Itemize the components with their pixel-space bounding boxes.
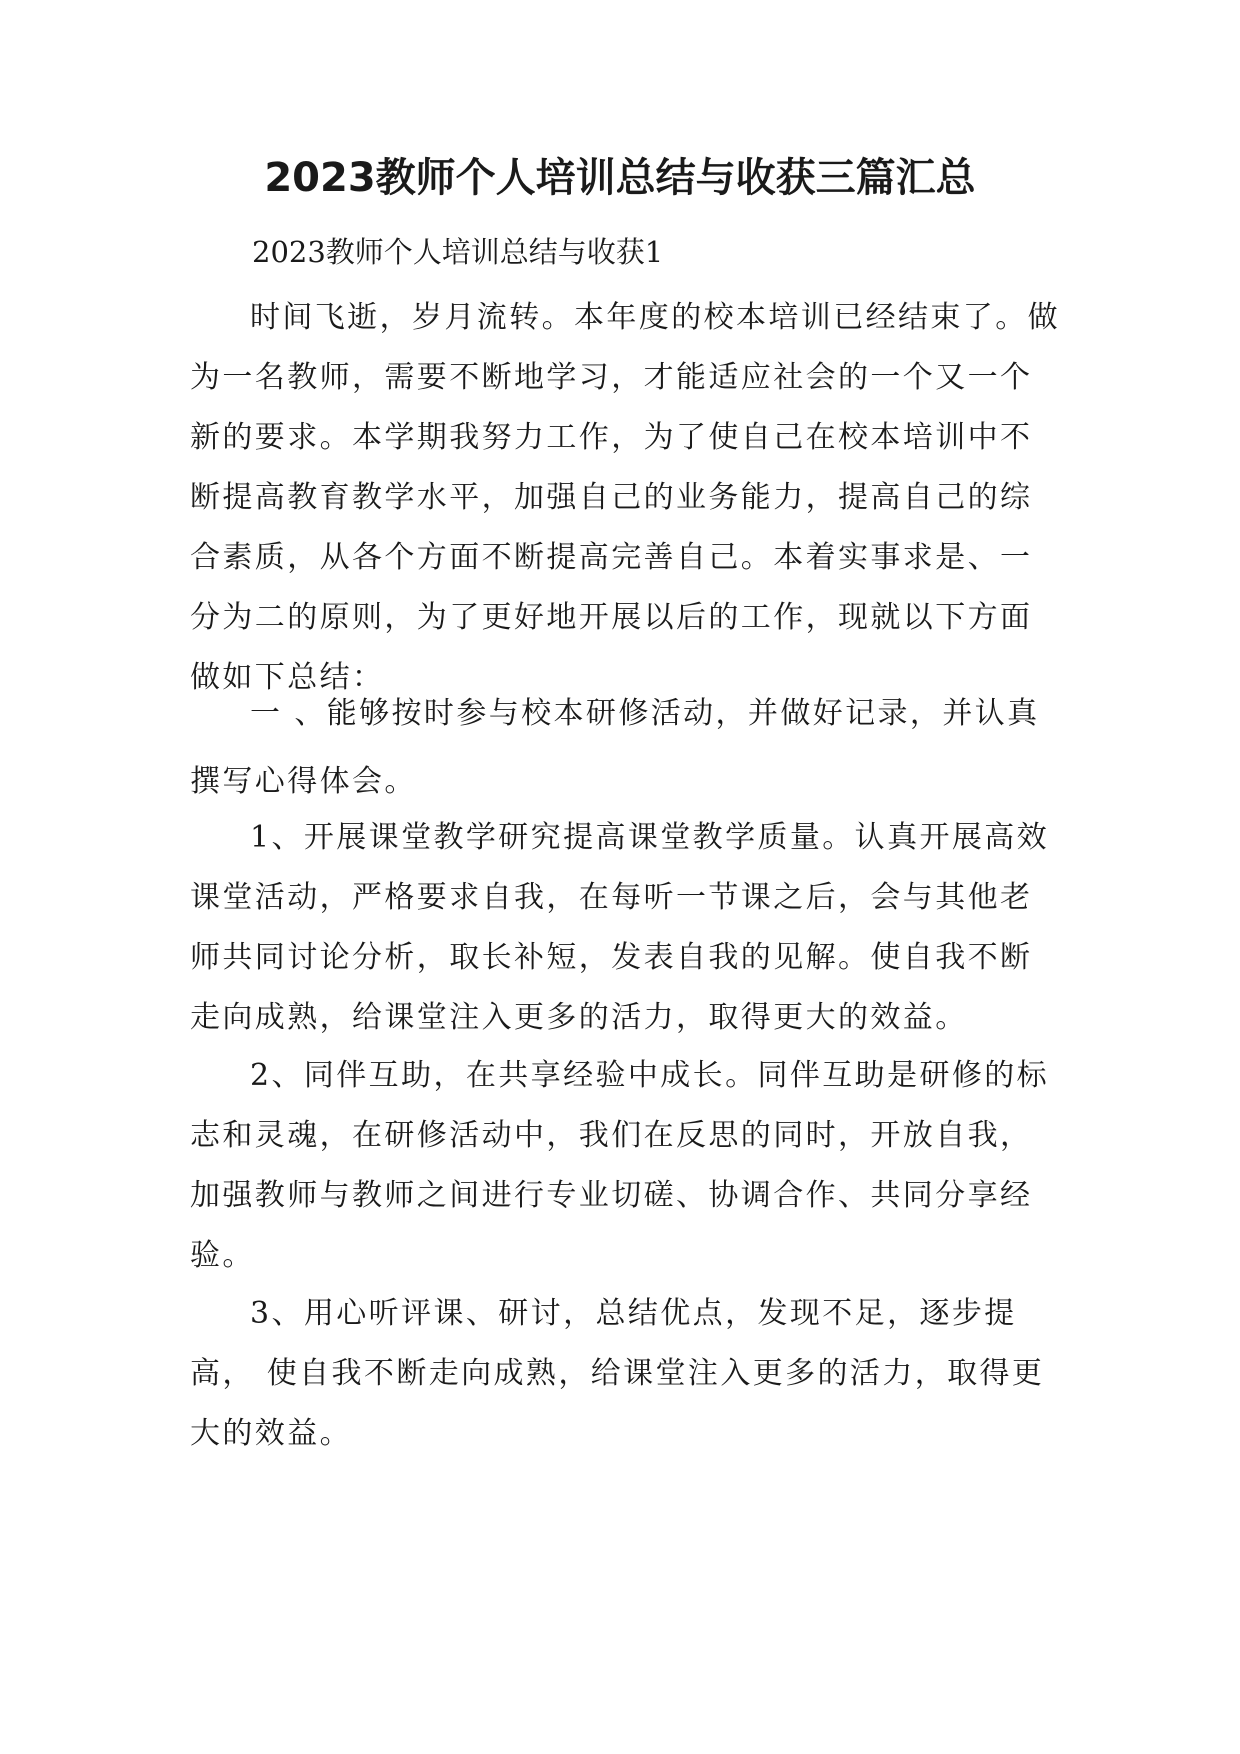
paragraph-section-one: 一 、能够按时参与校本研修活动，并做好记录，并认真撰写心得体会。 bbox=[190, 696, 1040, 799]
document-title: 2023教师个人培训总结与收获三篇汇总 bbox=[264, 155, 976, 201]
paragraph-item-3: 3、用心听评课、研讨，总结优点，发现不足，逐步提高， 使自我不断走向成熟，给课堂注入更多的活力，取得更大的效益。 bbox=[190, 1296, 1045, 1451]
paragraph-item-1: 1、开展课堂教学研究提高课堂教学质量。认真开展高效课堂活动，严格要求自我，在每听一节课之后，会与其他老师共同讨论分析，取长补短，发表自我的见解。使自我不断走向成熟，给课堂注入更多的活力，取得更大的效益。 bbox=[190, 820, 1050, 1035]
paragraph-intro: 时间飞逝，岁月流转。本年度的校本培训已经结束了。做为一名教师，需要不断地学习，才能适应社会的一个又一个新的要求。本学期我努力工作，为了使自己在校本培训中不断提高教育教学水平，加强自己的业务能力，提高自己的综合素质，从各个方面不断提高完善自己。本着实事求是、一分为二的原则，为了更好地开展以后的工作，现就以下方面做如下总结： bbox=[190, 300, 1060, 695]
paragraph-item-2: 2、同伴互助，在共享经验中成长。同伴互助是研修的标志和灵魂，在研修活动中，我们在反思的同时，开放自我，加强教师与教师之间进行专业切磋、协调合作、共同分享经验。 bbox=[190, 1058, 1050, 1273]
document-subtitle: 2023教师个人培训总结与收获1 bbox=[252, 235, 664, 269]
